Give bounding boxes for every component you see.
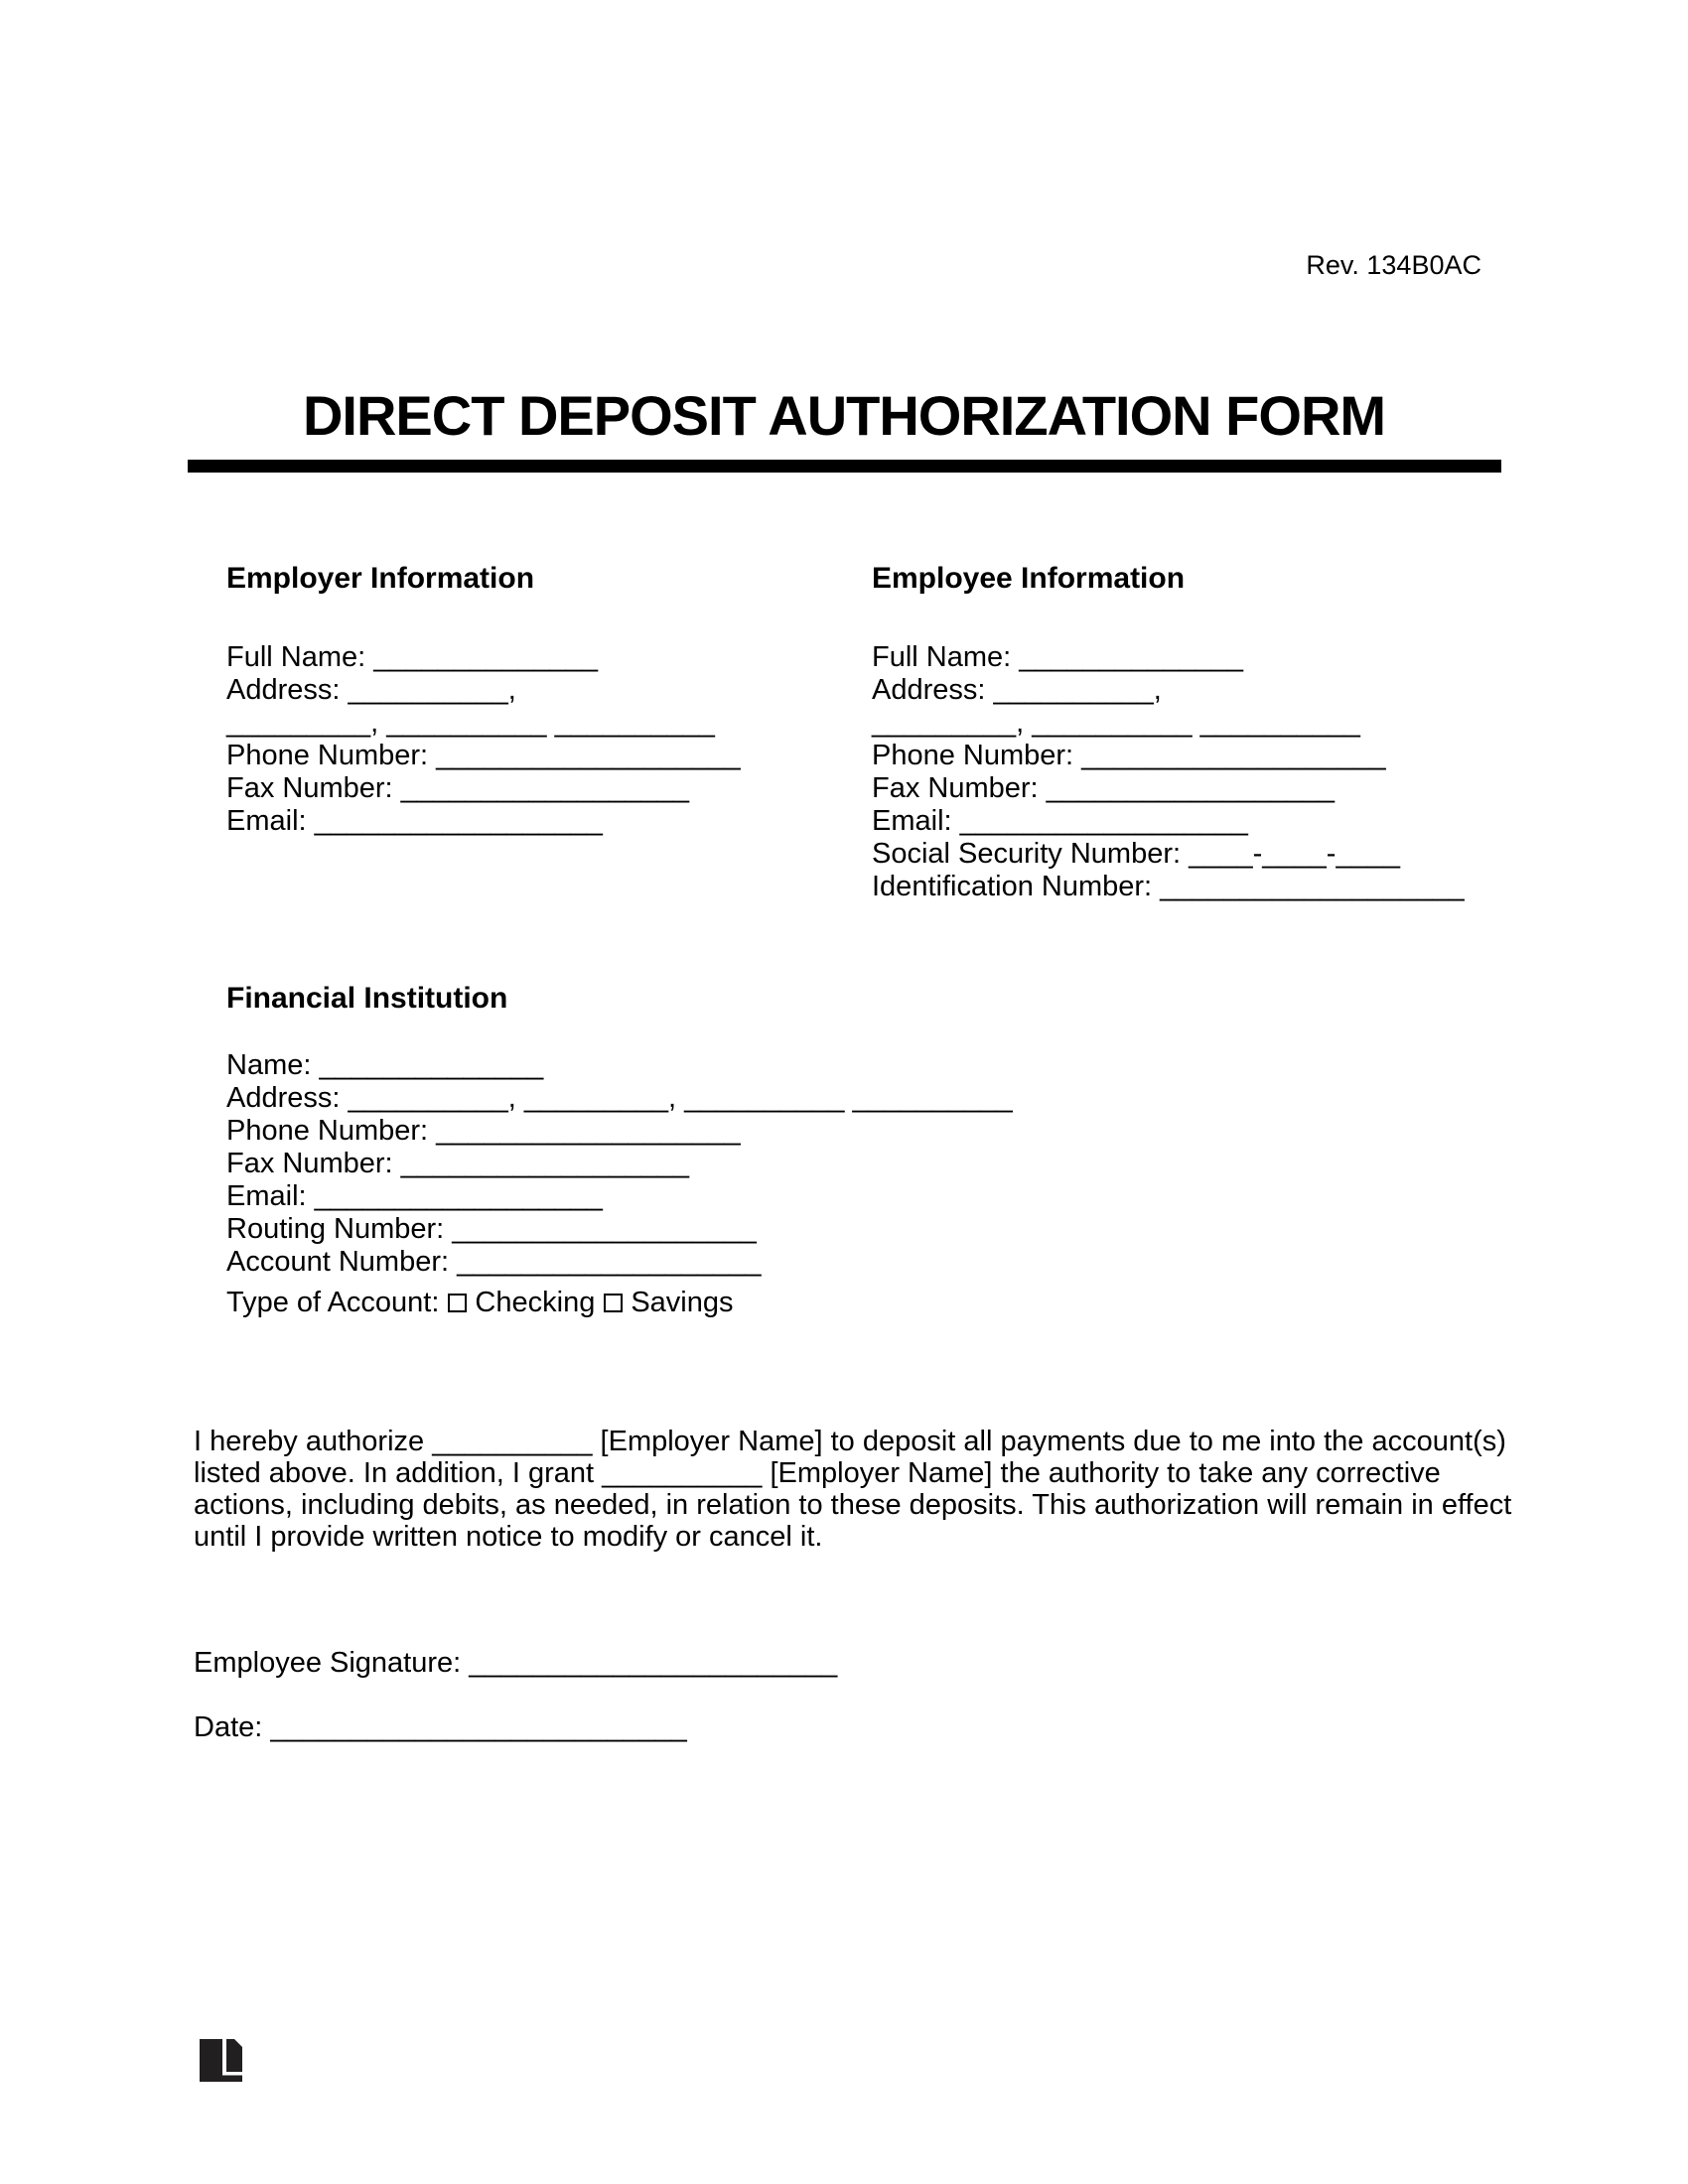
financial-info-block [226, 1049, 1013, 1319]
employer-phone-line: Phone Number: ___________________ [226, 740, 741, 771]
financial-address-line: Address: __________, _________, __________ __________ [226, 1082, 1013, 1114]
employee-signature-line: Employee Signature: _______________________ [194, 1647, 838, 1679]
authorization-line-2: listed above. In addition, I grant __________ [Employer Name] the authority to take any corrective [194, 1457, 1441, 1489]
employee-email-line: Email: __________________ [872, 805, 1248, 837]
employee-ssn-line: Social Security Number: ____-____-____ [872, 838, 1400, 870]
employer-full-name-line: Full Name: ______________ [226, 641, 599, 673]
checking-checkbox[interactable] [448, 1294, 467, 1312]
account-type-label: Type of Account: [226, 1287, 440, 1318]
financial-section-heading: Financial Institution [226, 982, 508, 1015]
savings-option-label: Savings [631, 1287, 734, 1318]
employee-info-block [872, 641, 1465, 903]
employer-address-line-2: _________, __________ __________ [226, 707, 715, 739]
employee-section-heading: Employee Information [872, 562, 1186, 595]
date-line: Date: __________________________ [194, 1711, 687, 1743]
authorization-line-1: I hereby authorize __________ [Employer Name] to deposit all payments due to me into the account(s) [194, 1426, 1506, 1457]
authorization-line-4: until I provide written notice to modify or cancel it. [194, 1521, 823, 1553]
employee-id-number-line: Identification Number: ___________________ [872, 871, 1465, 902]
authorization-line-3: actions, including debits, as needed, in relation to these deposits. This authorization will remain in effect [194, 1489, 1512, 1521]
employee-address-line: Address: __________, [872, 674, 1162, 706]
account-type-line [226, 1287, 1013, 1319]
employee-full-name-line: Full Name: ______________ [872, 641, 1244, 673]
title-divider [188, 460, 1501, 473]
legal-templates-logo-icon [200, 2039, 242, 2082]
financial-name-line: Name: ______________ [226, 1049, 544, 1081]
financial-fax-line: Fax Number: __________________ [226, 1148, 689, 1179]
financial-phone-line: Phone Number: ___________________ [226, 1115, 741, 1147]
employee-address-line-2: _________, __________ __________ [872, 707, 1360, 739]
savings-checkbox[interactable] [604, 1294, 623, 1312]
financial-routing-line: Routing Number: ___________________ [226, 1213, 757, 1245]
financial-email-line: Email: __________________ [226, 1180, 603, 1212]
employer-email-line: Email: __________________ [226, 805, 603, 837]
employer-info-block [226, 641, 741, 838]
employer-fax-line: Fax Number: __________________ [226, 772, 689, 804]
employee-fax-line: Fax Number: __________________ [872, 772, 1335, 804]
employer-address-line: Address: __________, [226, 674, 516, 706]
page-title: DIRECT DEPOSIT AUTHORIZATION FORM [302, 384, 1386, 447]
authorization-paragraph [194, 1426, 1544, 1553]
revision-label: Rev. 134B0AC [1306, 250, 1481, 280]
employee-phone-line: Phone Number: ___________________ [872, 740, 1386, 771]
checking-option-label: Checking [475, 1287, 596, 1318]
financial-account-line: Account Number: ___________________ [226, 1246, 762, 1278]
employer-section-heading: Employer Information [226, 562, 535, 595]
